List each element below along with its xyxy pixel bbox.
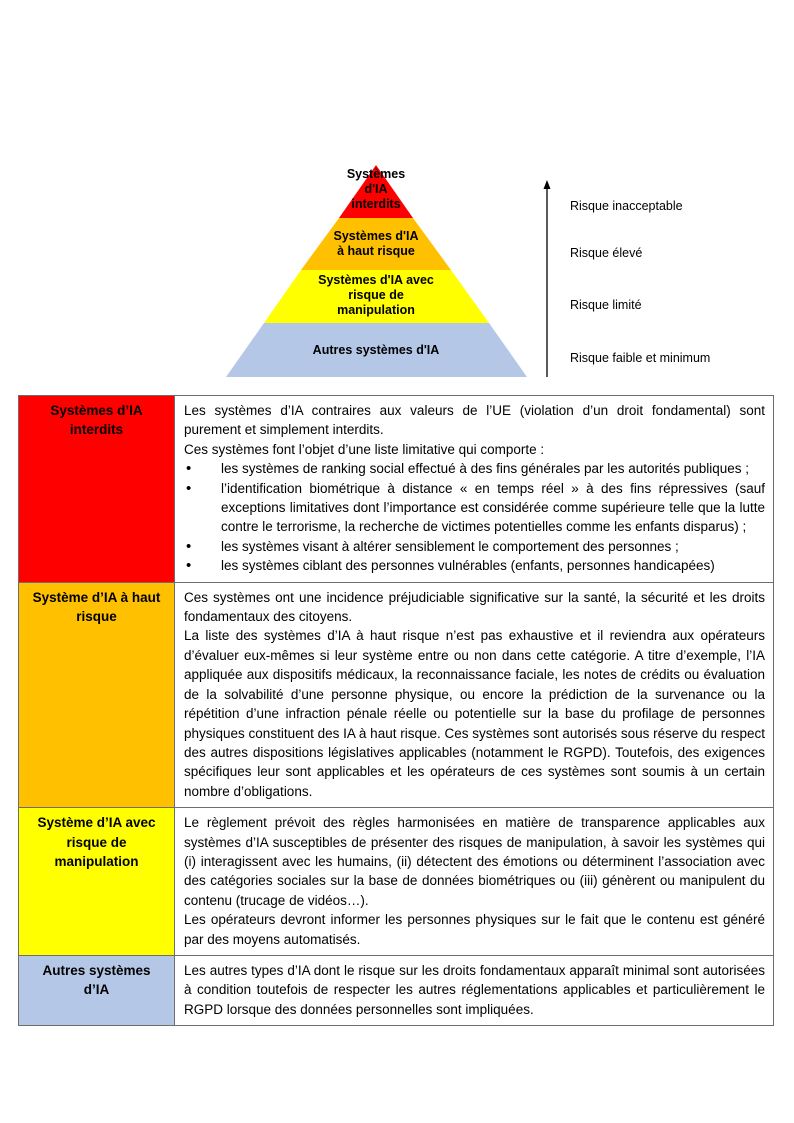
pyramid-label-interdits: Systèmes d'IA interdits bbox=[346, 167, 406, 211]
description-paragraph: Les systèmes d’IA contraires aux valeurs de l’UE (violation d’un droit fondamental) sont purement et simplement interdits. bbox=[184, 403, 765, 438]
table-row-haut-risque bbox=[19, 582, 774, 807]
description-cell bbox=[175, 808, 774, 956]
description-paragraph: Ces systèmes font l’objet d’une liste limitative qui comporte : bbox=[184, 441, 545, 457]
description-paragraph: La liste des systèmes d’IA à haut risque n’est pas exhaustive et il reviendra aux opérateurs d’évaluer eux-mêmes si leur système entre ou non dans cette catégorie. A titre d’exemple, l’IA appliquée aux dispositifs médicaux, la reconnaissance faciale, les notes de crédits ou évaluation de la solvabilité d’une personne physique, ou encore la prédiction de la survenance ou la répétition d’une infraction pénale réelle ou potentielle sur la base du profilage de personnes physiques constituent des IA à haut risque. Ces systèmes sont autorisés sous réserve du respect des autres dispositions législatives applicables (notamment le RGPD). Toutefois, des exigences spécifiques leur sont applicables et les opérateurs de ces systèmes sont soumis à un certain nombre d’obligations. bbox=[184, 628, 765, 799]
list-item: • l’identification biométrique à distance « en temps réel » à des fins répressives (sauf exceptions limitatives dont l’importance est considérée comme supérieure telle que la lutte contre le terrorisme, la recherche de victimes potentielles comme les enfants disparus) ; bbox=[184, 479, 765, 537]
description-paragraph: Le règlement prévoit des règles harmonisées en matière de transparence applicables aux systèmes d’IA susceptibles de présenter des risques de manipulation, à savoir les systèmes qui (i) interagissent avec les humains, (ii) détectent des émotions ou déterminent l’association avec des catégories sociales sur la base de données biométriques ou (iii) génèrent ou manipulent du contenu (trucage de vidéos…). bbox=[184, 815, 765, 908]
pyramid-label-manipulation: Systèmes d'IA avec risque de manipulation bbox=[318, 273, 434, 317]
risk-axis-arrowhead bbox=[544, 180, 551, 189]
description-cell bbox=[175, 582, 774, 807]
risk-label-inacceptable: Risque inacceptable bbox=[570, 199, 683, 213]
risk-label-eleve: Risque élevé bbox=[570, 246, 643, 260]
description-paragraph: Ces systèmes ont une incidence préjudiciable significative sur la santé, la sécurité et les droits fondamentaux des citoyens. bbox=[184, 589, 765, 625]
table-row-manipulation bbox=[19, 808, 774, 956]
pyramid-label-autres: Autres systèmes d'IA bbox=[312, 343, 440, 357]
risk-label-limite: Risque limité bbox=[570, 298, 642, 312]
prohibited-systems-list bbox=[184, 459, 765, 575]
description-paragraph: Les autres types d’IA dont le risque sur les droits fondamentaux apparaît minimal sont autorisées à condition toutefois de respecter les autres réglementations applicables et particulièrement le RGPD lorsque des données personnelles sont impliquées. bbox=[184, 962, 765, 1017]
category-table bbox=[18, 395, 774, 1026]
category-cell: Autres systèmes d’IA bbox=[19, 955, 175, 1025]
description-cell bbox=[175, 396, 774, 583]
description-cell bbox=[175, 955, 774, 1025]
description-paragraph: Les opérateurs devront informer les personnes physiques sur le fait que le contenu est généré par des moyens automatisés. bbox=[184, 912, 765, 947]
category-cell: Système d’IA à haut risque bbox=[19, 582, 175, 807]
table-row-interdits bbox=[19, 396, 774, 583]
list-item: • les systèmes de ranking social effectué à des fins générales par les autorités publiques ; bbox=[184, 459, 765, 478]
risk-label-faible: Risque faible et minimum bbox=[570, 351, 711, 365]
category-cell: Système d’IA avec risque de manipulation bbox=[19, 808, 175, 956]
list-item: • les systèmes visant à altérer sensiblement le comportement des personnes ; bbox=[184, 537, 765, 556]
list-item: • les systèmes ciblant des personnes vulnérables (enfants, personnes handicapées) bbox=[184, 556, 765, 575]
table-row-autres bbox=[19, 955, 774, 1025]
category-cell: Systèmes d’IA interdits bbox=[19, 396, 175, 583]
pyramid-label-haut-risque: Systèmes d'IA à haut risque bbox=[333, 229, 419, 258]
